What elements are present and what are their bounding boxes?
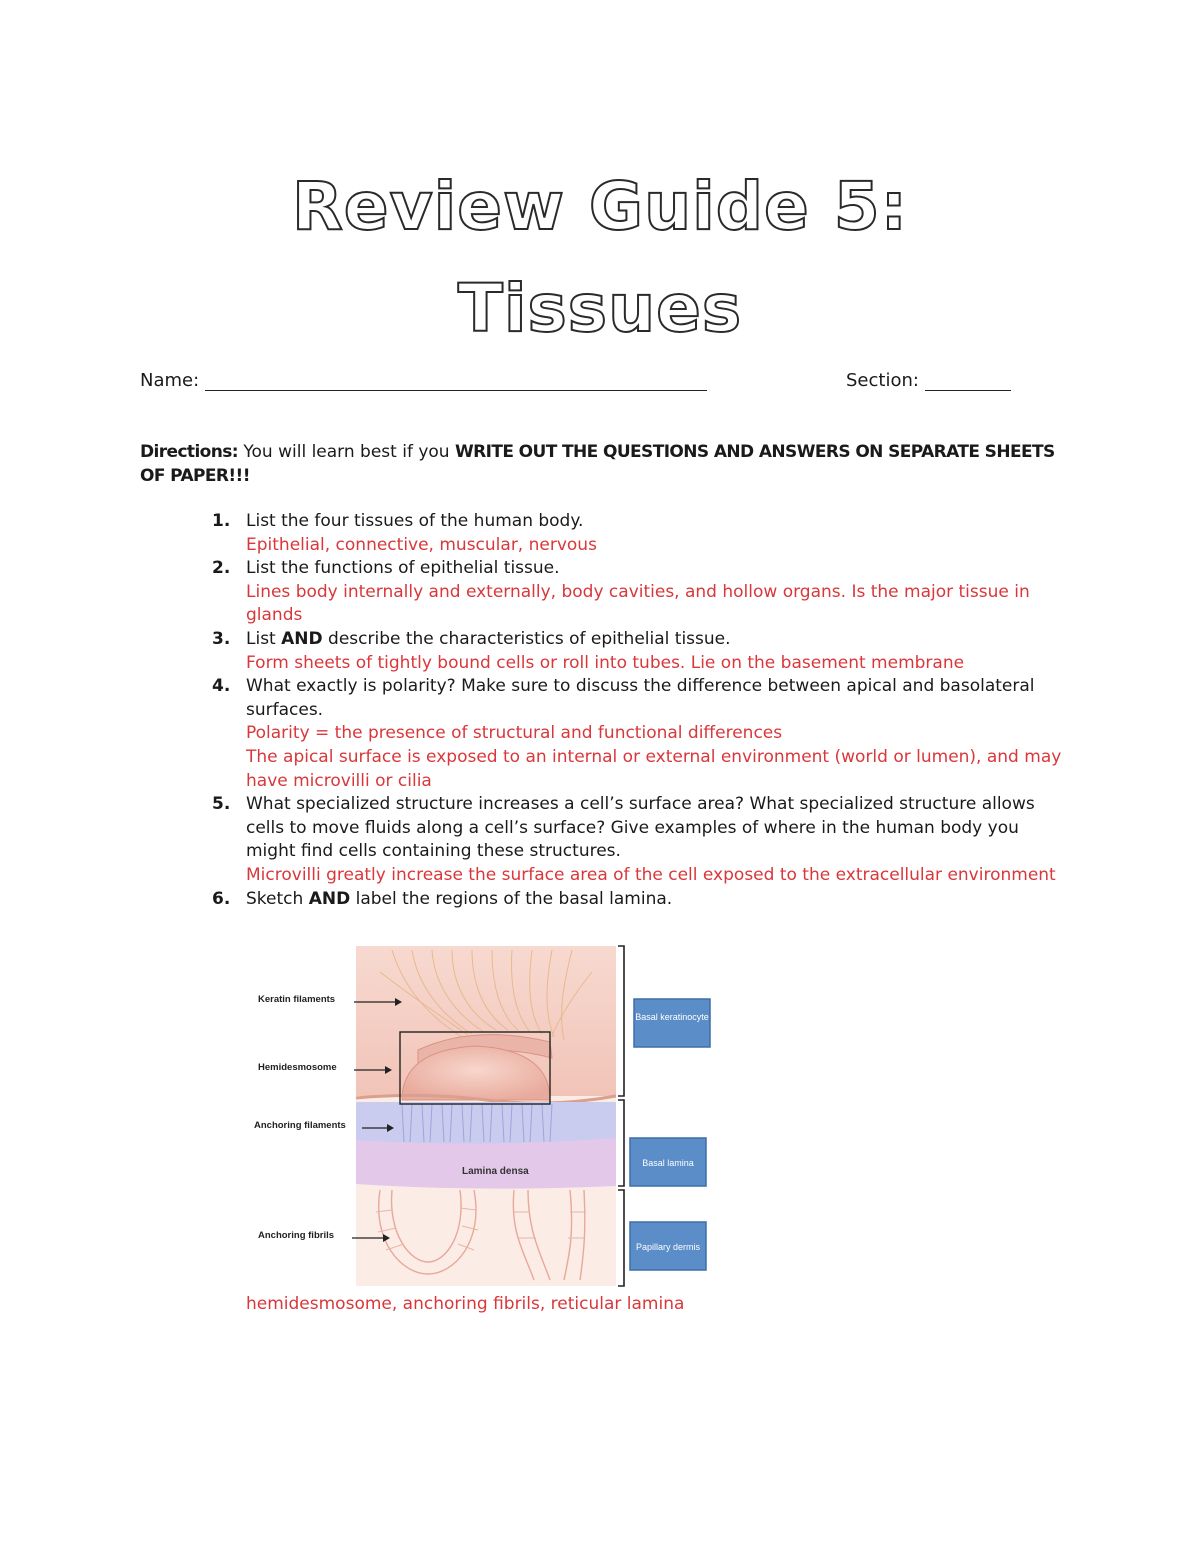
bracket-keratinocyte: [618, 946, 624, 1096]
question-text-part: List: [246, 628, 282, 649]
label-hemidesmosome: Hemidesmosome: [258, 1062, 337, 1073]
question-number: 1.: [212, 511, 231, 531]
figure-answer: hemidesmosome, anchoring fibrils, reticular lamina: [246, 1294, 685, 1314]
question-text: [246, 628, 1070, 652]
name-blank-line: [205, 372, 707, 391]
question-text: [246, 888, 1070, 912]
section-label: Section:: [846, 370, 919, 391]
answer-text: Lines body internally and externally, body cavities, and hollow organs. Is the major tissue in glands: [246, 581, 1030, 626]
bracket-basal-lamina: [618, 1100, 624, 1186]
answer-text: Microvilli greatly increase the surface area of the cell exposed to the extracellular environment: [246, 864, 1056, 885]
section-blank-line: [925, 372, 1011, 391]
label-anchoring-fibrils: Anchoring fibrils: [258, 1230, 334, 1241]
box-papillary-dermis-label: Papillary dermis: [635, 1242, 701, 1252]
box-basal-keratinocyte-label: [635, 1012, 709, 1022]
answer-text: Polarity = the presence of structural and functional differences: [246, 723, 783, 744]
directions-emphasis: WRITE OUT THE QUESTIONS AND ANSWERS ON SEPARATE SHEETS OF PAPER!!!: [140, 442, 1055, 486]
lamina-lucida: [356, 1102, 616, 1144]
question-text-part: Sketch: [246, 888, 309, 909]
lamina-densa-label: Lamina densa: [462, 1166, 529, 1177]
box-basal-keratinocyte: [634, 999, 710, 1047]
name-label: Name:: [140, 370, 200, 391]
question-text: What specialized structure increases a cell’s surface area? What specialized structure allows cells to move fluids along a cell’s surface? Give examples of where in the human body you might find cells containing these structures.: [246, 794, 1035, 862]
lamina-densa: [356, 1138, 616, 1189]
answer-text: Form sheets of tightly bound cells or roll into tubes. Lie on the basement membrane: [246, 652, 965, 673]
question-1: [140, 510, 1070, 557]
basal-lamina-figure: [252, 942, 722, 1290]
question-4: [140, 675, 1070, 793]
question-number: 5.: [212, 794, 231, 815]
question-text: List the four tissues of the human body.: [246, 511, 584, 531]
answer-text: The apical surface is exposed to an internal or external environment (world or lumen), and may have microvilli or cilia: [246, 746, 1062, 791]
question-5: [140, 793, 1070, 887]
question-text: What exactly is polarity? Make sure to discuss the difference between apical and basolateral surfaces.: [246, 676, 1035, 720]
directions-label: Directions:: [140, 442, 238, 462]
bracket-papillary-dermis: [618, 1190, 624, 1286]
question-emphasis: AND: [308, 888, 351, 909]
question-2: [140, 557, 1070, 628]
title-line-1: Review Guide 5:: [291, 168, 909, 245]
question-text-part: describe the characteristics of epithelial tissue.: [322, 628, 731, 649]
question-3: [140, 628, 1070, 675]
box-basal-lamina-label: Basal lamina: [642, 1158, 694, 1168]
question-number: 6.: [212, 888, 231, 909]
question-list: [140, 510, 1070, 911]
label-keratin-filaments: Keratin filaments: [258, 994, 336, 1005]
question-number: 4.: [212, 676, 231, 697]
box-label-text: Basal keratinocyte: [635, 1012, 709, 1022]
question-emphasis: AND: [281, 628, 323, 649]
label-anchoring-filaments: Anchoring filaments: [254, 1120, 346, 1131]
question-number: 3.: [212, 628, 231, 649]
question-number: 2.: [212, 558, 231, 579]
question-6: [140, 888, 1070, 912]
name-field: [140, 370, 707, 391]
answer-text: Epithelial, connective, muscular, nervous: [246, 534, 597, 555]
question-text-part: label the regions of the basal lamina.: [350, 888, 673, 909]
title-line-2: Tissues: [457, 270, 743, 347]
directions-text: You will learn best if you: [237, 442, 455, 462]
directions: [140, 440, 1070, 488]
question-text: List the functions of epithelial tissue.: [246, 558, 560, 579]
section-field: [846, 370, 1011, 391]
